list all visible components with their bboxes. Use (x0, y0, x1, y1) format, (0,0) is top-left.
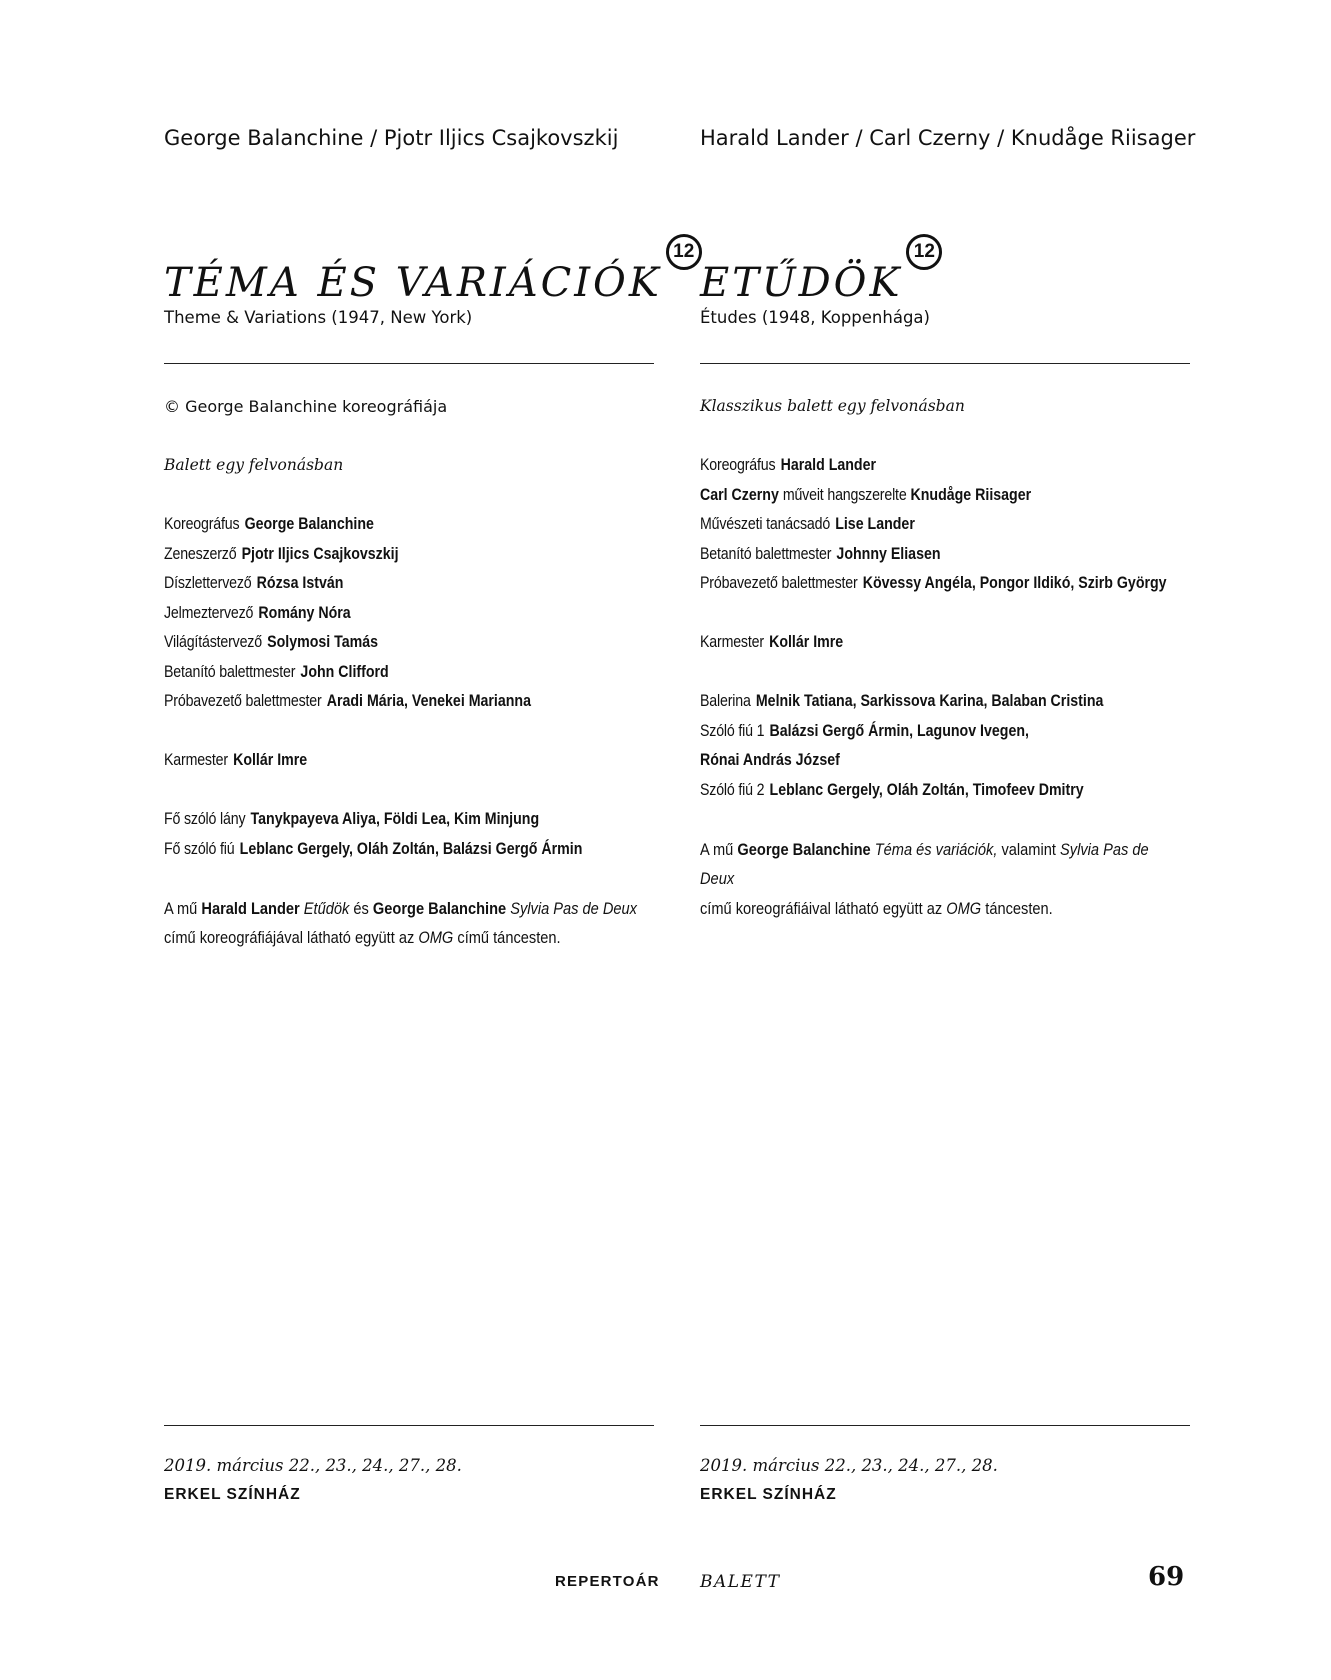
cast-line: Rónai András József (700, 751, 840, 769)
right-title-row (700, 236, 942, 306)
right-dates: 2019. március 22., 23., 24., 27., 28. (700, 1456, 998, 1475)
credit-line: Díszlettervező Rózsa István (164, 574, 344, 592)
cast-line: Szóló fiú 1 Balázsi Gergő Ármin, Lagunov Ivegen, (700, 721, 1029, 740)
left-copyright: © George Balanchine koreográfiája (164, 397, 448, 416)
cast-line: Szóló fiú 2 Leblanc Gergely, Oláh Zoltán, Timofeev Dmitry (700, 780, 1084, 799)
credit-line: Betanító balettmester Johnny Eliasen (700, 544, 941, 563)
left-title-row (164, 236, 702, 306)
left-genre: Balett egy felvonásban (164, 456, 344, 474)
left-note: A mű Harald Lander Etűdök és George Balanchine Sylvia Pas de Deux című koreográfiájával látható együtt az OMG című táncesten. (164, 898, 637, 947)
divider (700, 363, 1190, 364)
right-subtitle: Études (1948, Koppenhága) (700, 308, 930, 327)
cast-line: Balerina Melnik Tatiana, Sarkissova Karina, Balaban Cristina (700, 692, 1104, 710)
footer-category-label: BALETT (700, 1572, 781, 1592)
credit-line: Művészeti tanácsadó Lise Lander (700, 515, 915, 533)
age-rating-badge: 12 (906, 234, 942, 270)
footer-section-label: REPERTOÁR (555, 1573, 660, 1590)
cast-line: Fő szóló lány Tanykpayeva Aliya, Földi Lea, Kim Minjung (164, 810, 540, 828)
left-column (164, 0, 695, 1680)
right-note: A mű George Balanchine Téma és variációk, valamint Sylvia Pas de Deux című koreográfiáival látható együtt az OMG táncesten. (700, 839, 1149, 918)
right-venue: ERKEL SZÍNHÁZ (700, 1486, 837, 1503)
right-genre: Klasszikus balett egy felvonásban (700, 397, 965, 415)
credit-line: Jelmeztervező Romány Nóra (164, 603, 351, 622)
divider (164, 363, 654, 364)
credit-line: Próbavezető balettmester Aradi Mária, Venekei Marianna (164, 692, 532, 710)
left-venue: ERKEL SZÍNHÁZ (164, 1486, 301, 1503)
page-number: 69 (1148, 1562, 1185, 1592)
left-title: TÉMA ÉS VARIÁCIÓK (164, 260, 662, 306)
left-dates: 2019. március 22., 23., 24., 27., 28. (164, 1456, 462, 1475)
left-authors: George Balanchine / Pjotr Iljics Csajkovszkij (164, 126, 619, 150)
right-column (700, 0, 1196, 1680)
conductor-line: Karmester Kollár Imre (700, 633, 844, 651)
right-authors: Harald Lander / Carl Czerny / Knudåge Riisager (700, 126, 1196, 150)
conductor-line: Karmester Kollár Imre (164, 751, 308, 769)
credit-line: Világítástervező Solymosi Tamás (164, 633, 379, 651)
credit-line: Carl Czerny műveit hangszerelte Knudåge Riisager (700, 485, 1032, 504)
left-details (164, 392, 654, 953)
right-details (700, 392, 1190, 923)
cast-line: Fő szóló fiú Leblanc Gergely, Oláh Zoltán, Balázsi Gergő Ármin (164, 839, 583, 858)
credit-line: Betanító balettmester John Clifford (164, 662, 389, 681)
left-subtitle: Theme & Variations (1947, New York) (164, 308, 473, 327)
credit-line: Próbavezető balettmester Kövessy Angéla, Pongor Ildikó, Szirb György (700, 574, 1167, 592)
credit-line: Koreográfus George Balanchine (164, 515, 374, 533)
right-title: ETŰDÖK (700, 260, 903, 306)
divider (700, 1425, 1190, 1426)
divider (164, 1425, 654, 1426)
credit-line: Zeneszerző Pjotr Iljics Csajkovszkij (164, 544, 399, 563)
credit-line: Koreográfus Harald Lander (700, 456, 877, 474)
age-rating-badge: 12 (666, 234, 702, 270)
